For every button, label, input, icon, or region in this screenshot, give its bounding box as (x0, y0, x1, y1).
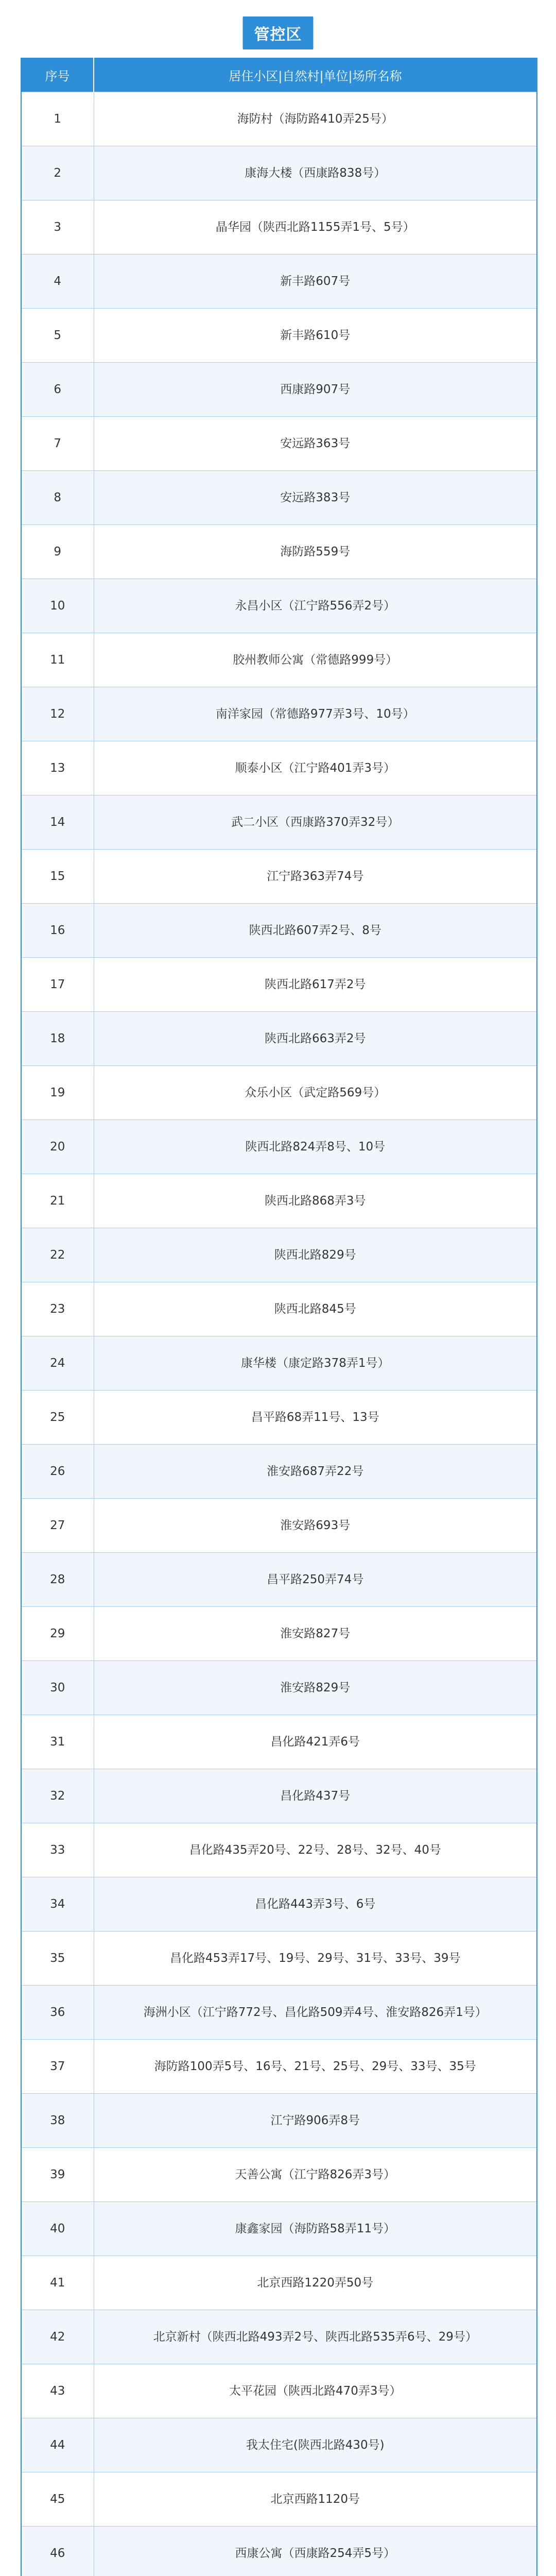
row-index: 9 (22, 525, 94, 579)
row-location: 江宁路906弄8号 (94, 2094, 536, 2148)
table-row (22, 363, 536, 417)
table-row (22, 579, 536, 633)
row-index: 7 (22, 417, 94, 471)
row-location: 太平花园（陕西北路470弄3号） (94, 2364, 536, 2418)
row-location: 海防路100弄5号、16号、21号、25号、29号、33号、35号 (94, 2040, 536, 2094)
table-row (22, 1931, 536, 1986)
row-index: 18 (22, 1012, 94, 1066)
row-index: 3 (22, 200, 94, 255)
table-row (22, 1499, 536, 1553)
row-location: 昌化路437号 (94, 1769, 536, 1823)
row-index: 13 (22, 741, 94, 795)
table-row (22, 2256, 536, 2310)
row-index: 30 (22, 1661, 94, 1715)
row-index: 45 (22, 2472, 94, 2527)
row-location: 陕西北路845号 (94, 1282, 536, 1336)
row-location: 昌化路421弄6号 (94, 1715, 536, 1769)
table-header-row (22, 58, 536, 92)
row-location: 永昌小区（江宁路556弄2号） (94, 579, 536, 633)
row-location: 淮安路827号 (94, 1607, 536, 1661)
table-row (22, 2527, 536, 2576)
row-index: 43 (22, 2364, 94, 2418)
row-index: 8 (22, 471, 94, 525)
row-location: 康鑫家园（海防路58弄11号） (94, 2202, 536, 2256)
row-index: 17 (22, 958, 94, 1012)
row-location: 西康路907号 (94, 363, 536, 417)
row-location: 北京西路1220弄50号 (94, 2256, 536, 2310)
table-row (22, 309, 536, 363)
table-row (22, 1877, 536, 1931)
table-row (22, 2094, 536, 2148)
row-index: 22 (22, 1228, 94, 1282)
row-location: 陕西北路607弄2号、8号 (94, 904, 536, 958)
row-index: 46 (22, 2527, 94, 2576)
table-row (22, 1715, 536, 1769)
table-row (22, 958, 536, 1012)
table-row (22, 1066, 536, 1120)
row-index: 25 (22, 1391, 94, 1445)
row-index: 5 (22, 309, 94, 363)
row-index: 44 (22, 2418, 94, 2472)
row-index: 42 (22, 2310, 94, 2364)
table-row (22, 1282, 536, 1336)
table-row (22, 471, 536, 525)
row-index: 21 (22, 1174, 94, 1228)
row-location: 南洋家园（常德路977弄3号、10号） (94, 687, 536, 741)
table-row (22, 2040, 536, 2094)
row-location: 北京新村（陕西北路493弄2号、陕西北路535弄6号、29号） (94, 2310, 536, 2364)
row-location: 昌化路443弄3号、6号 (94, 1877, 536, 1931)
row-index: 34 (22, 1877, 94, 1931)
header-location: 居住小区|自然村|单位|场所名称 (94, 58, 536, 92)
table-row (22, 1012, 536, 1066)
row-index: 12 (22, 687, 94, 741)
table-row (22, 92, 536, 146)
table-row (22, 2364, 536, 2418)
row-location: 武二小区（西康路370弄32号） (94, 795, 536, 850)
row-location: 天善公寓（江宁路826弄3号） (94, 2148, 536, 2202)
table-row (22, 850, 536, 904)
row-location: 我太住宅(陕西北路430号) (94, 2418, 536, 2472)
row-index: 23 (22, 1282, 94, 1336)
header-index: 序号 (22, 58, 94, 92)
control-zone-table (21, 58, 537, 2576)
row-index: 38 (22, 2094, 94, 2148)
table-row (22, 1445, 536, 1499)
row-location: 众乐小区（武定路569号） (94, 1066, 536, 1120)
table-row (22, 687, 536, 741)
row-location: 海防路559号 (94, 525, 536, 579)
table-row (22, 2472, 536, 2527)
row-location: 胶州教师公寓（常德路999号） (94, 633, 536, 687)
row-location: 安远路383号 (94, 471, 536, 525)
table-row (22, 417, 536, 471)
table-row (22, 795, 536, 850)
row-location: 陕西北路824弄8号、10号 (94, 1120, 536, 1174)
control-zone-tag: 管控区 (243, 16, 314, 49)
row-index: 32 (22, 1769, 94, 1823)
table-row (22, 1553, 536, 1607)
row-location: 淮安路693号 (94, 1499, 536, 1553)
table-row (22, 1336, 536, 1391)
row-index: 41 (22, 2256, 94, 2310)
row-index: 10 (22, 579, 94, 633)
table-row (22, 1607, 536, 1661)
table-row (22, 200, 536, 255)
table-row (22, 2202, 536, 2256)
row-location: 安远路363号 (94, 417, 536, 471)
row-location: 新丰路607号 (94, 255, 536, 309)
row-location: 昌化路453弄17号、19号、29号、31号、33号、39号 (94, 1931, 536, 1986)
row-index: 28 (22, 1553, 94, 1607)
table-row (22, 1120, 536, 1174)
row-index: 6 (22, 363, 94, 417)
row-location: 陕西北路829号 (94, 1228, 536, 1282)
row-index: 29 (22, 1607, 94, 1661)
row-index: 11 (22, 633, 94, 687)
table-row (22, 904, 536, 958)
row-index: 1 (22, 92, 94, 146)
row-index: 4 (22, 255, 94, 309)
row-index: 37 (22, 2040, 94, 2094)
row-index: 16 (22, 904, 94, 958)
row-location: 昌化路435弄20号、22号、28号、32号、40号 (94, 1823, 536, 1877)
row-location: 昌平路250弄74号 (94, 1553, 536, 1607)
table-row (22, 1769, 536, 1823)
row-index: 14 (22, 795, 94, 850)
row-index: 36 (22, 1986, 94, 2040)
row-location: 淮安路687弄22号 (94, 1445, 536, 1499)
table-row (22, 1823, 536, 1877)
row-location: 晶华园（陕西北路1155弄1号、5号） (94, 200, 536, 255)
row-index: 19 (22, 1066, 94, 1120)
row-location: 陕西北路868弄3号 (94, 1174, 536, 1228)
row-index: 2 (22, 146, 94, 200)
row-index: 26 (22, 1445, 94, 1499)
row-location: 海洲小区（江宁路772号、昌化路509弄4号、淮安路826弄1号） (94, 1986, 536, 2040)
table-row (22, 1174, 536, 1228)
row-index: 31 (22, 1715, 94, 1769)
row-index: 15 (22, 850, 94, 904)
row-location: 淮安路829号 (94, 1661, 536, 1715)
row-location: 康海大楼（西康路838号） (94, 146, 536, 200)
row-index: 33 (22, 1823, 94, 1877)
row-location: 陕西北路617弄2号 (94, 958, 536, 1012)
table-row (22, 2310, 536, 2364)
row-location: 陕西北路663弄2号 (94, 1012, 536, 1066)
table-row (22, 1391, 536, 1445)
row-location: 昌平路68弄11号、13号 (94, 1391, 536, 1445)
row-index: 24 (22, 1336, 94, 1391)
row-location: 江宁路363弄74号 (94, 850, 536, 904)
table-row (22, 2418, 536, 2472)
table-row (22, 1661, 536, 1715)
table-row (22, 741, 536, 795)
table-row (22, 146, 536, 200)
table-row (22, 2148, 536, 2202)
table-row (22, 525, 536, 579)
row-location: 康华楼（康定路378弄1号） (94, 1336, 536, 1391)
row-location: 海防村（海防路410弄25号） (94, 92, 536, 146)
row-index: 20 (22, 1120, 94, 1174)
row-location: 北京西路1120号 (94, 2472, 536, 2527)
table-row (22, 1228, 536, 1282)
row-location: 顺泰小区（江宁路401弄3号） (94, 741, 536, 795)
row-index: 27 (22, 1499, 94, 1553)
table-row (22, 633, 536, 687)
row-location: 西康公寓（西康路254弄5号） (94, 2527, 536, 2576)
row-index: 39 (22, 2148, 94, 2202)
table-row (22, 255, 536, 309)
row-index: 40 (22, 2202, 94, 2256)
row-index: 35 (22, 1931, 94, 1986)
row-location: 新丰路610号 (94, 309, 536, 363)
table-row (22, 1986, 536, 2040)
